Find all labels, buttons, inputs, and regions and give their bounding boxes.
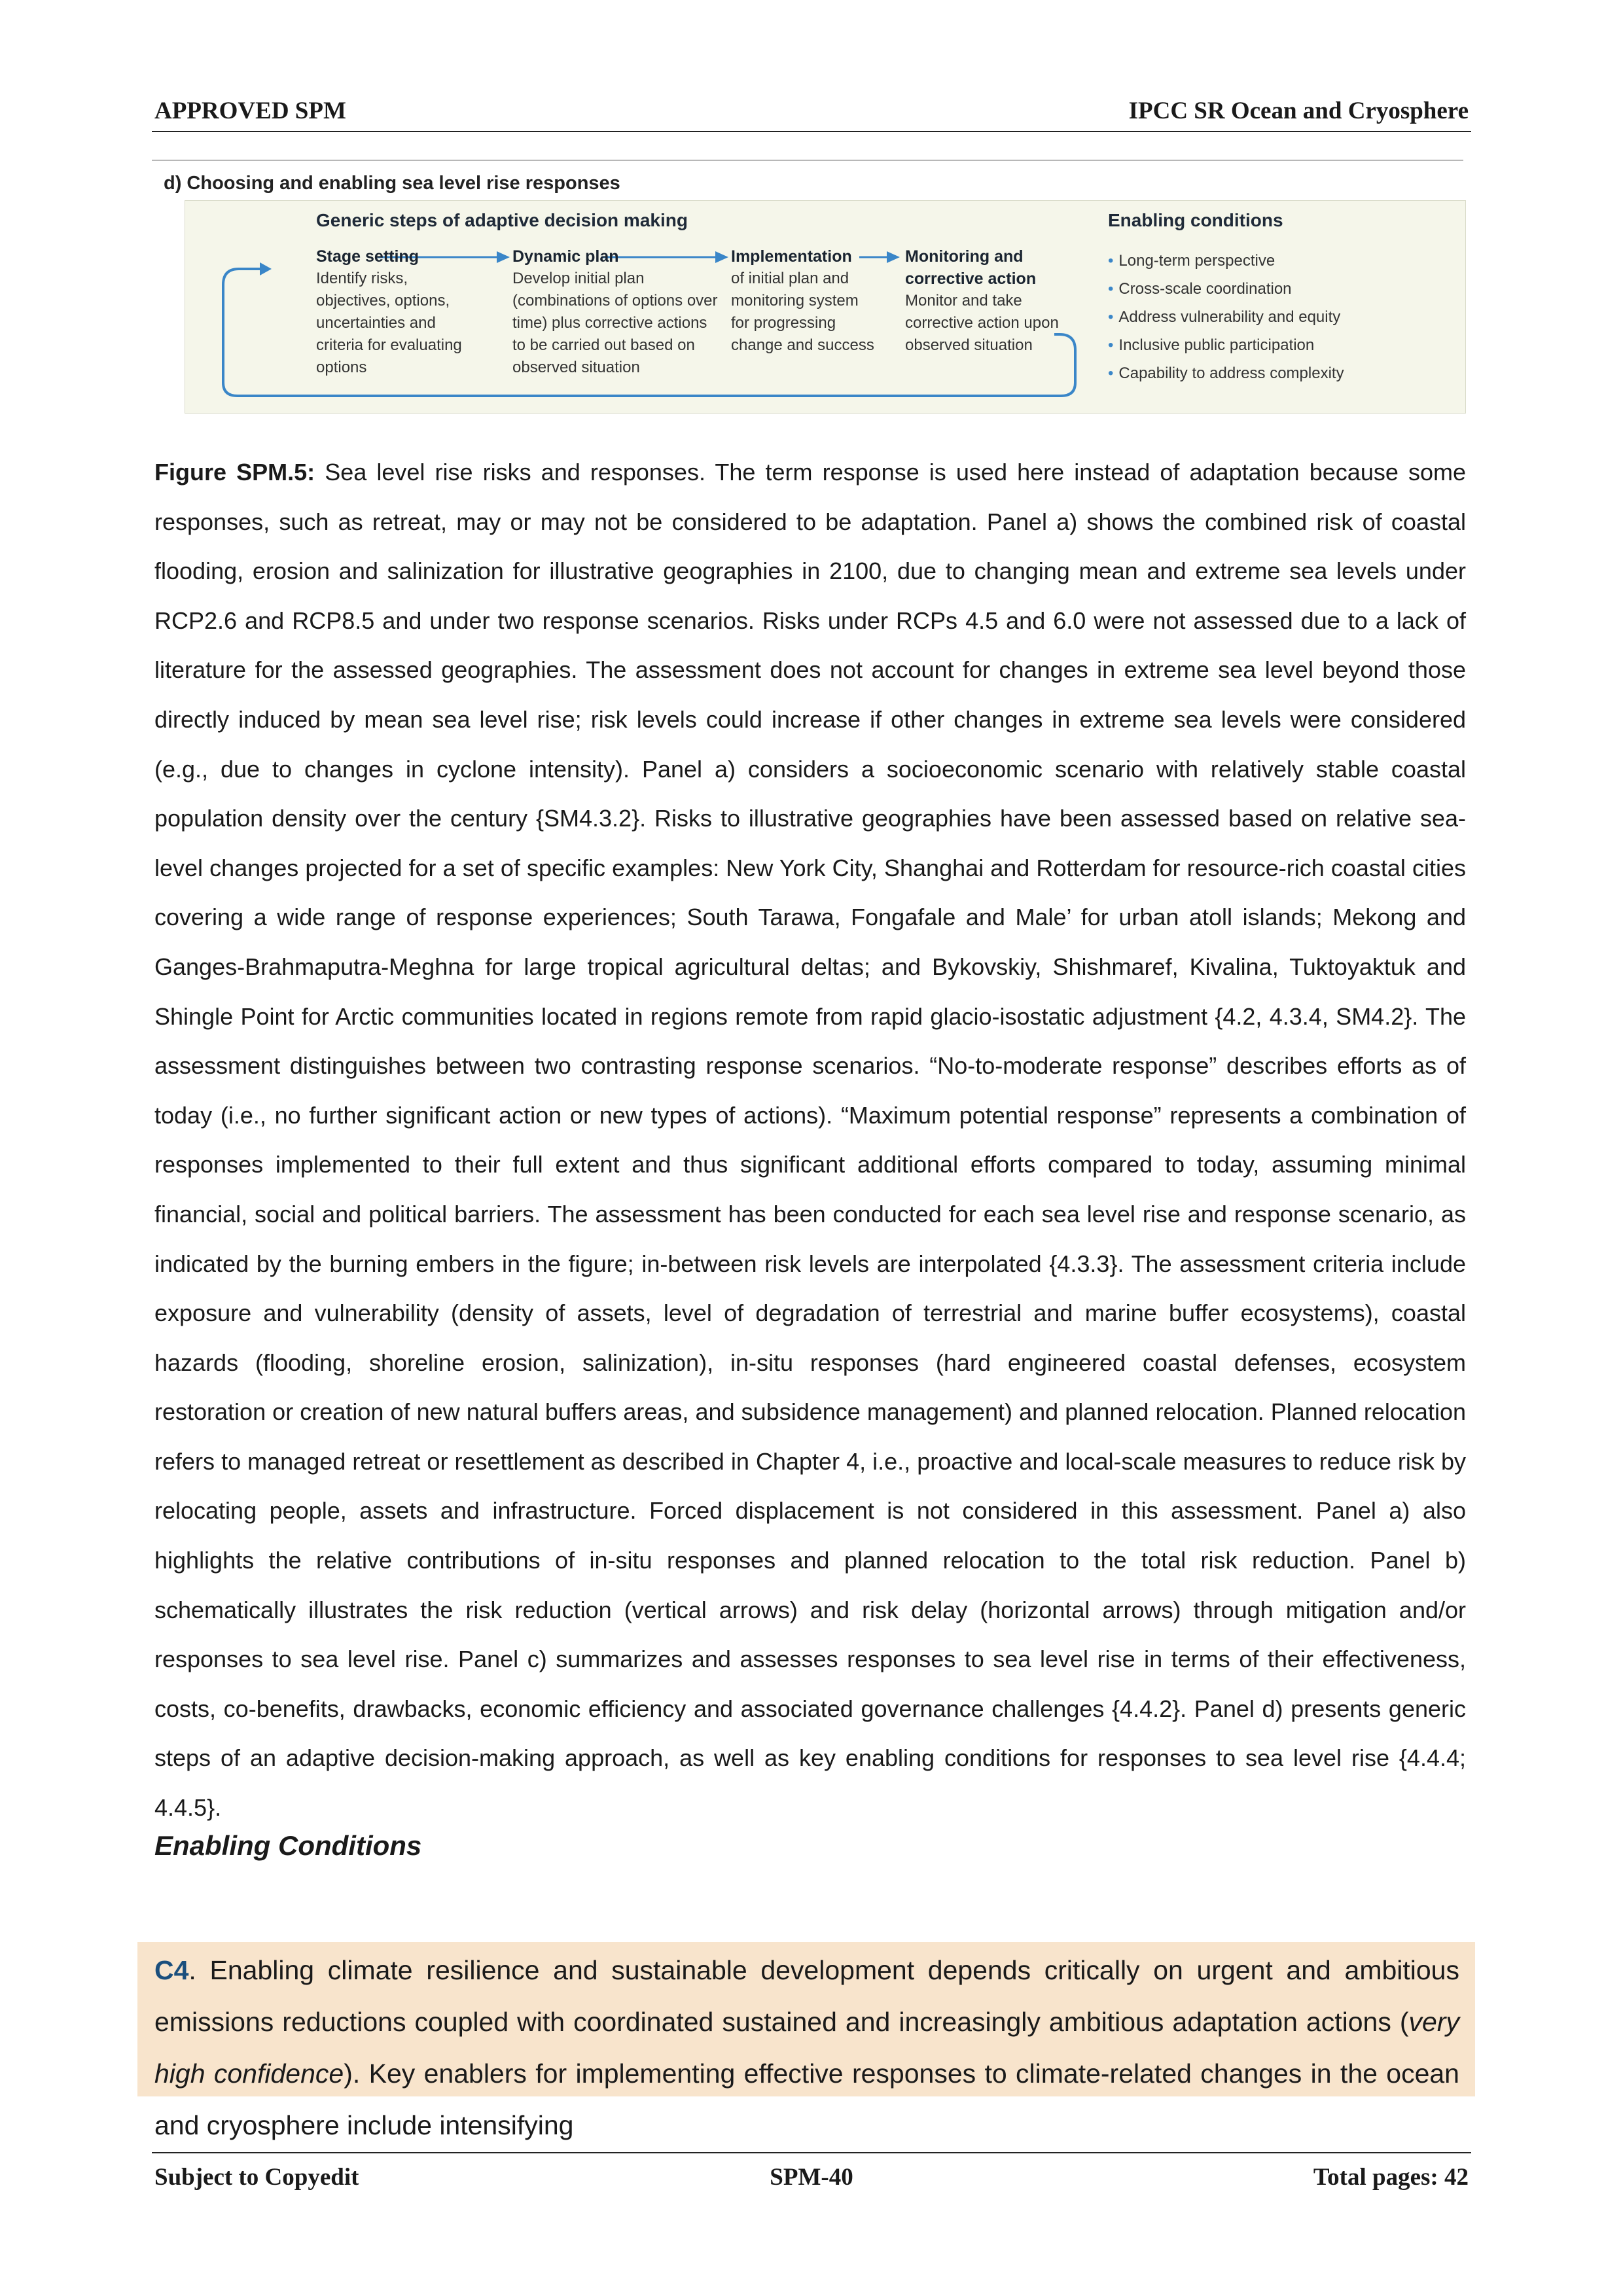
step-dynamic-plan-desc: Develop initial plan (combinations of options over time) plus corrective actions to be carried out based on observed situation — [512, 270, 718, 376]
footer-copyedit-note: Subject to Copyedit — [154, 2164, 359, 2191]
caption-label: Figure SPM.5: — [154, 459, 315, 486]
footer-divider — [152, 2152, 1471, 2153]
cycle-loop-arrowhead — [260, 262, 272, 275]
step-implementation-title: Implementation — [731, 247, 852, 266]
adaptive-decision-panel — [185, 200, 1466, 414]
footer-page-number: SPM-40 — [770, 2164, 853, 2191]
caption-text: Sea level rise risks and responses. The term response is used here instead of adaptation because some responses, such as retreat, may or may not be considered to be adaptation. Panel a) shows the combined risk of coastal flooding, erosion and salinization for illustrative geographies in 2100, due to changing mean and extreme sea levels under RCP2.6 and RCP8.5 and under two response scenarios. Risks under RCPs 4.5 and 6.0 were not assessed due to a lack of literature for the assessed geographies. The assessment does not account for changes in extreme sea level beyond those directly induced by mean sea level rise; risk levels could increase if other changes in extreme sea levels were considered (e.g., due to changes in cyclone intensity). Panel a) considers a socioeconomic scenario with relatively stable coastal population density over the century {SM4.3.2}. Risks to illustrative geographies have been assessed based on relative sea-level changes projected for a set of specific examples: New York City, Shanghai and Rotterdam for resource-rich coastal cities covering a wide range of response experiences; South Tarawa, Fongafale and Male’ for urban atoll islands; Mekong and Ganges-Brahmaputra-Meghna for large tropical agricultural deltas; and Bykovskiy, Shishmaref, Kivalina, Tuktoyaktuk and Shingle Point for Arctic communities located in regions remote from rapid glacio-isostatic adjustment {4.2, 4.3.4, SM4.2}. The assessment distinguishes between two contrasting response scenarios. “No-to-moderate response” describes efforts as of today (i.e., no further significant action or new types of actions). “Maximum potential response” represents a combination of responses implemented to their full extent and thus significant additional efforts compared to today, assuming minimal financial, social and political barriers. The assessment has been conducted for each sea level rise and response scenario, as indicated by the burning embers in the figure; in-between risk levels are interpolated {4.3.3}. The assessment criteria include exposure and vulnerability (density of assets, level of degradation of terrestrial and marine buffer ecosystems), coastal hazards (flooding, shoreline erosion, salinization), in-situ responses (hard engineered coastal defenses, ecosystem restoration or creation of new natural buffers areas, and subsidence management) and planned relocation. Planned relocation refers to managed retreat or resettlement as described in Chapter 4, i.e., proactive and local-scale measures to reduce risk by relocating people, assets and infrastructure. Forced displacement is not considered in this assessment. Panel a) also highlights the relative contributions of in-situ responses and planned relocation to the total risk reduction. Panel b) schematically illustrates the risk reduction (vertical arrows) and risk delay (horizontal arrows) through mitigation and/or responses to sea level rise. Panel c) summarizes and assesses responses to sea level rise in terms of their effectiveness, costs, co-benefits, drawbacks, economic efficiency and associated governance challenges {4.4.2}. Panel d) presents generic steps of an adaptive decision-making approach, as well as key enabling conditions for responses to sea level rise {4.4.4; 4.4.5}. — [154, 459, 1466, 1822]
condition-item: • Long-term perspective — [1108, 247, 1344, 275]
arrow-plan-to-implementation-head — [715, 251, 728, 263]
header-divider — [152, 131, 1471, 132]
step-dynamic-plan-title: Dynamic plan — [512, 247, 619, 266]
condition-item: • Cross-scale coordination — [1108, 275, 1344, 303]
conditions-list — [1108, 247, 1344, 387]
header-document-status: APPROVED SPM — [154, 97, 346, 124]
step-implementation-desc: of initial plan and monitoring system for progressing change and success — [731, 270, 874, 354]
arrow-stage-to-plan-head — [497, 251, 510, 263]
step-monitoring-title: Monitoring and corrective action — [905, 247, 1037, 288]
c4-statement-box — [137, 1942, 1475, 2140]
condition-item: • Inclusive public participation — [1108, 331, 1344, 359]
step-monitoring-desc: Monitor and take corrective action upon observed situation — [905, 292, 1059, 354]
step-stage-setting-desc: Identify risks, objectives, options, uncertainties and criteria for evaluating options — [316, 270, 462, 376]
panel-top-divider — [152, 160, 1463, 161]
arrow-implementation-to-monitoring-head — [887, 251, 900, 263]
section-heading: Enabling Conditions — [154, 1830, 422, 1861]
c4-label: C4 — [154, 1955, 189, 1985]
figure-caption — [154, 448, 1466, 1833]
condition-item: • Capability to address complexity — [1108, 359, 1344, 387]
panel-title: d) Choosing and enabling sea level rise responses — [164, 173, 620, 194]
footer-total-pages: Total pages: 42 — [1313, 2164, 1469, 2191]
header-report-title: IPCC SR Ocean and Cryosphere — [1128, 97, 1469, 124]
condition-item: • Address vulnerability and equity — [1108, 303, 1344, 331]
c4-statement-text: C4. Enabling climate resilience and sustainable development depends critically on urgent and ambitious emissions reductions coupled with coordinated sustained and increasingly ambitious adaptation actions (very high confidence). Key enablers for implementing effective responses to climate-related changes in the ocean and cryosphere include intensifying — [154, 1955, 1459, 2140]
steps-heading: Generic steps of adaptive decision making — [316, 210, 688, 230]
step-stage-setting-title: Stage setting — [316, 247, 419, 266]
conditions-heading: Enabling conditions — [1108, 210, 1283, 230]
